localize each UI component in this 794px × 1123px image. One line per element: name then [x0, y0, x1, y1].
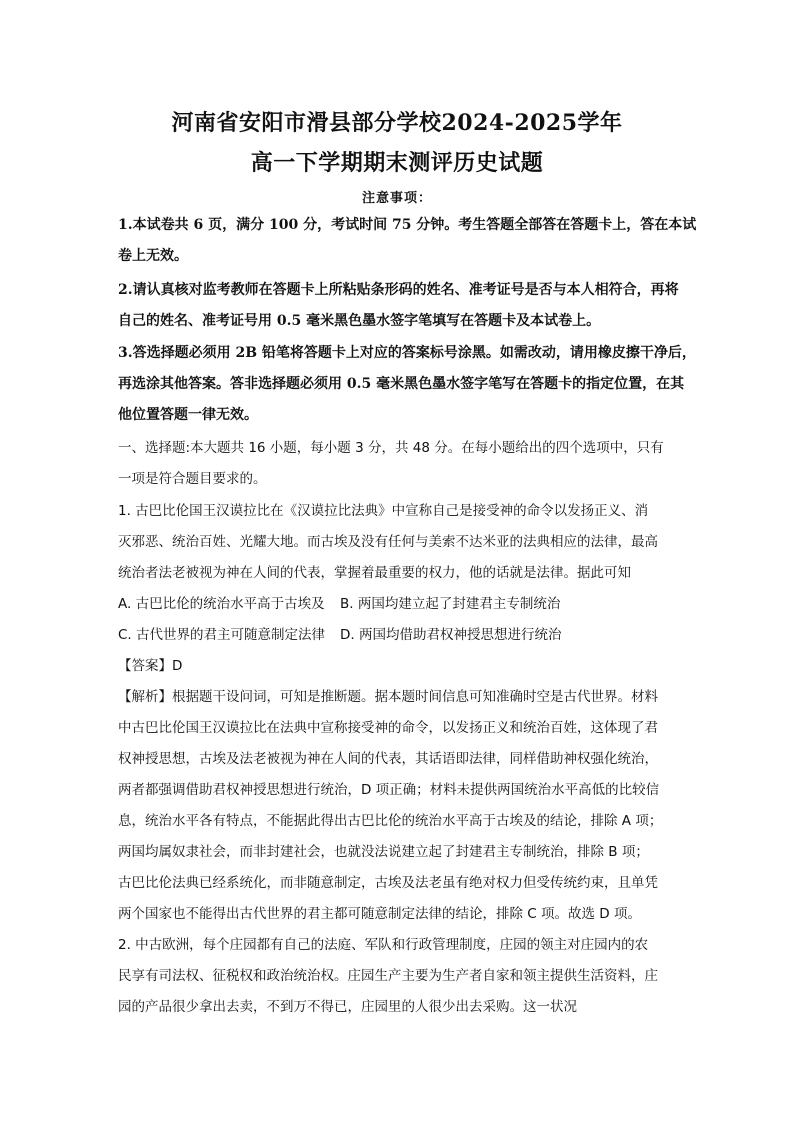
notice-line: 3.答选择题必须用 2B 铅笔将答题卡上对应的答案标号涂黑。如需改动，请用橡皮擦干净后， [118, 345, 696, 361]
question-1-option-d: D. 两国均借助君权神授思想进行统治 [340, 627, 562, 643]
question-1-analysis: 两者都强调借助君权神授思想进行统治，D 项正确；材料未提供两国统治水平高低的比较信 [118, 782, 660, 798]
question-2-stem: 民享有司法权、征税权和政治统治权。庄园生产主要为生产者自家和领主提供生活资料，庄 [118, 968, 658, 984]
notice-line: 1.本试卷共 6 页，满分 100 分，考试时间 75 分钟。考生答题全部答在答题卡上，答在本试 [118, 217, 697, 233]
question-1-option-b: B. 两国均建立起了封建君主专制统治 [340, 596, 561, 612]
question-1-option-c: C. 古代世界的君主可随意制定法律 [118, 627, 326, 643]
question-1-analysis: 两国均属奴隶社会，而非封建社会，也就没法说建立起了封建君主专制统治，排除 B 项； [118, 844, 649, 860]
notice-line: 自己的姓名、准考证号用 0.5 毫米黑色墨水签字笔填写在答题卡及本试卷上。 [118, 313, 601, 329]
question-1-analysis: 中古巴比伦国王汉谟拉比在法典中宣称接受神的命令，以发扬正义和统治百姓，这体现了君 [118, 720, 658, 736]
notice-line: 卷上无效。 [118, 248, 188, 264]
question-1-analysis: 息，统治水平各有特点，不能据此得出古巴比伦的统治水平高于古埃及的结论，排除 A 项； [118, 813, 663, 829]
question-1-analysis: 权神授思想，古埃及法老被视为神在人间的代表，其话语即法律，同样借助神权强化统治， [118, 751, 658, 767]
question-1-stem: 1. 古巴比伦国王汉谟拉比在《汉谟拉比法典》中宣称自己是接受神的命令以发扬正义、消 [118, 503, 649, 519]
question-2-stem: 园的产品很少拿出去卖，不到万不得已，庄园里的人很少出去采购。这一状况 [118, 999, 577, 1015]
notice-heading: 注意事项： [361, 191, 432, 206]
question-1-analysis: 【解析】根据题干设问词，可知是推断题。据本题时间信息可知准确时空是古代世界。材料 [118, 689, 658, 705]
section-heading: 一、选择题:本大题共 16 小题，每小题 3 分，共 48 分。在每小题给出的四个选项中，只有 [118, 440, 664, 456]
question-1-answer: 【答案】D [118, 658, 183, 674]
section-heading: 一项是符合题目要求的。 [118, 471, 267, 487]
notice-line: 再选涂其他答案。答非选择题必须用 0.5 毫米黑色墨水签字笔写在答题卡的指定位置，在其 [118, 376, 685, 392]
question-1-stem: 统治者法老被视为神在人间的代表，掌握着最重要的权力，他的话就是法律。据此可知 [118, 565, 631, 581]
document-title-line2: 高一下学期期末测评历史试题 [250, 150, 544, 176]
document-title-line1: 河南省安阳市滑县部分学校2024-2025学年 [171, 110, 623, 136]
question-1-analysis: 两个国家也不能得出古代世界的君主都可随意制定法律的结论，排除 C 项。故选 D 项。 [118, 906, 641, 922]
question-1-stem: 灭邪恶、统治百姓、光耀大地。而古埃及没有任何与美索不达米亚的法典相应的法律，最高 [118, 534, 658, 550]
notice-line: 他位置答题一律无效。 [118, 407, 258, 423]
notice-line: 2.请认真核对监考教师在答题卡上所粘贴条形码的姓名、准考证号是否与本人相符合，再将 [118, 282, 679, 298]
question-1-analysis: 古巴比伦法典已经系统化，而非随意制定，古埃及法老虽有绝对权力但受传统约束，且单凭 [118, 875, 658, 891]
question-1-option-a: A. 古巴比伦的统治水平高于古埃及 [118, 596, 325, 612]
question-2-stem: 2. 中古欧洲，每个庄园都有自己的法庭、军队和行政管理制度，庄园的领主对庄园内的农 [118, 937, 649, 953]
